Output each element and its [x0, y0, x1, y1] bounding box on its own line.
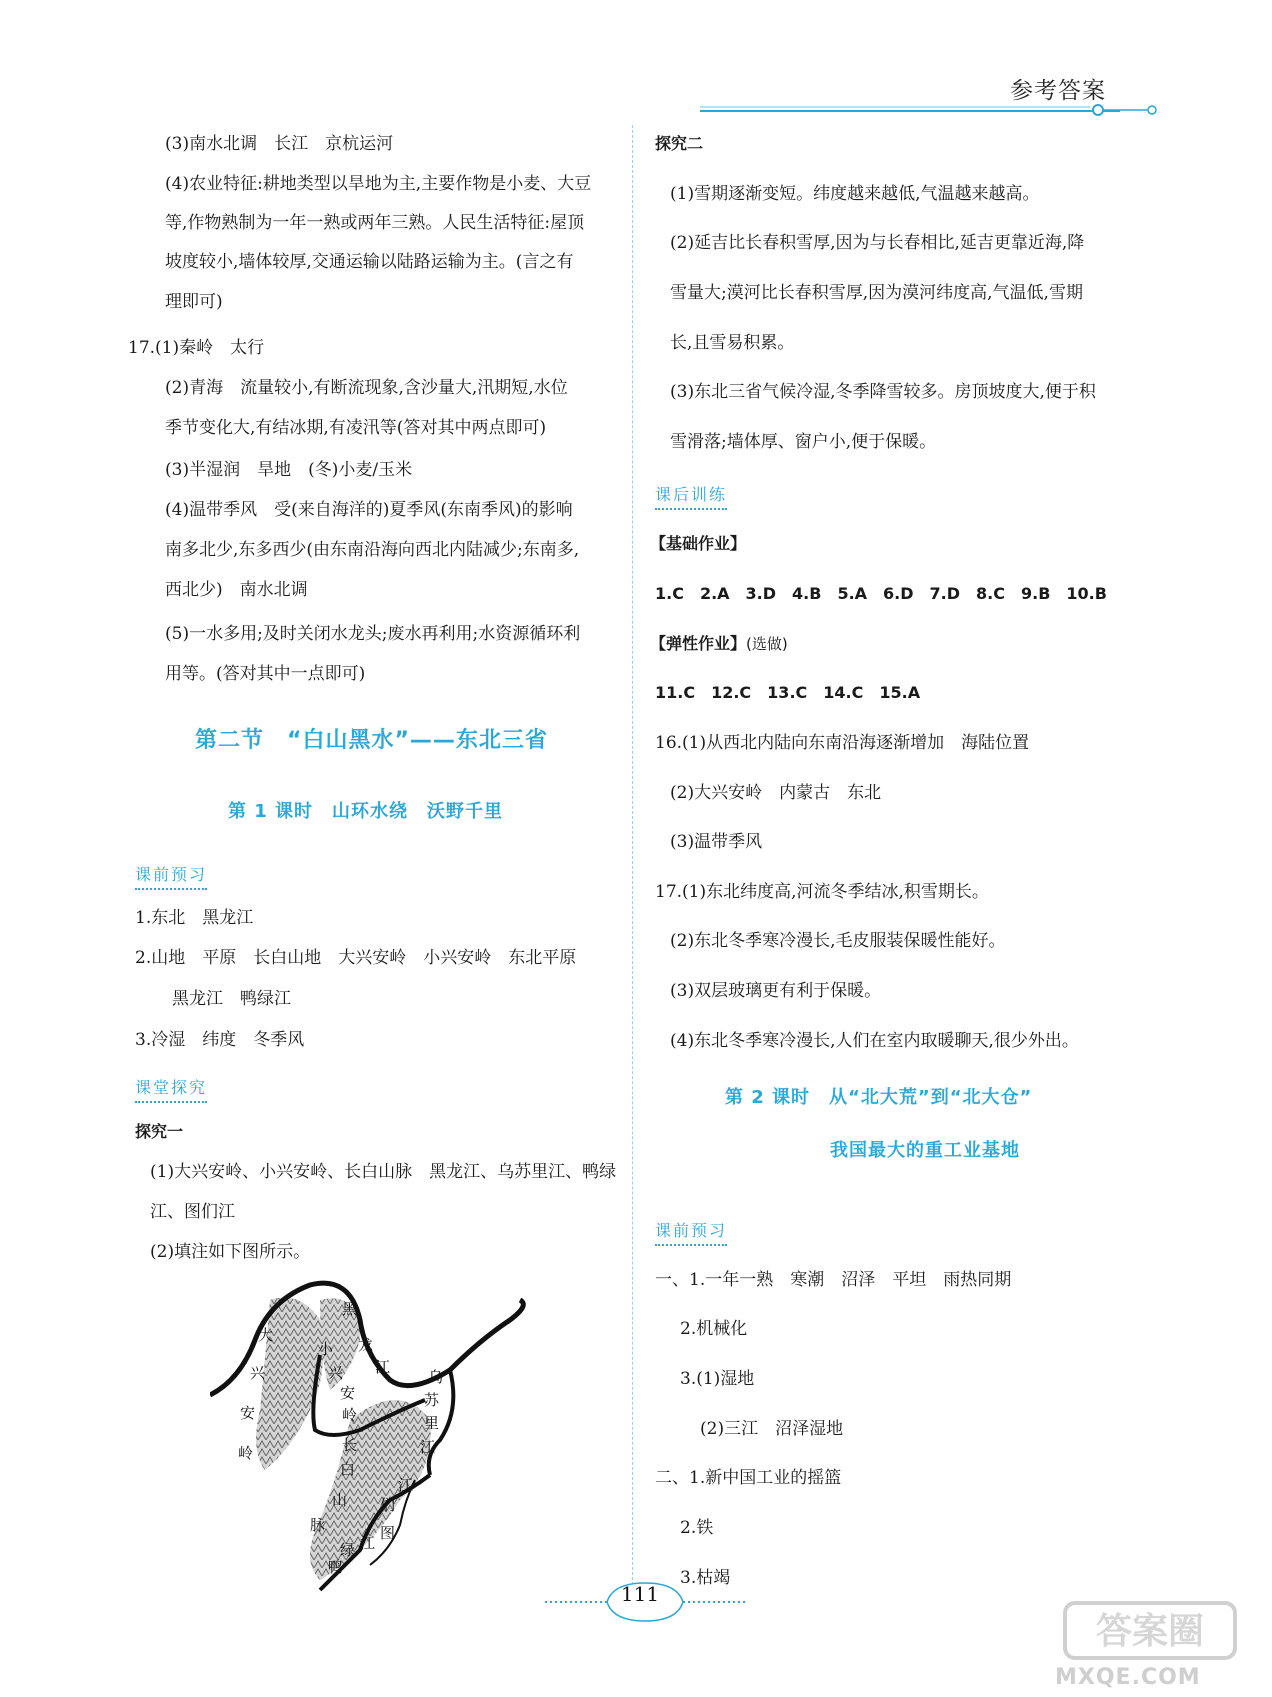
map-label: 白 [340, 1460, 356, 1478]
lesson2-subtitle: 我国最大的重工业基地 [830, 1140, 1020, 1161]
map-label: 龙 [358, 1336, 374, 1354]
explore1-line: (1)大兴安岭、小兴安岭、长白山脉 黑龙江、乌苏里江、鸭绿 [150, 1162, 617, 1182]
map-label: 长 [342, 1436, 358, 1454]
map-label: 里 [424, 1414, 440, 1432]
preview2-line: 二、1.新中国工业的摇篮 [655, 1468, 842, 1488]
section-title: 第二节 “白山黑水”——东北三省 [195, 728, 548, 753]
map-label: 脉 [310, 1516, 326, 1534]
map-label: 岭 [342, 1406, 358, 1424]
map-label: 兴 [328, 1364, 344, 1382]
map-label: 江 [360, 1534, 376, 1552]
elastic-title-text: 【弹性作业】 [650, 634, 747, 653]
explore2-line: 长,且雪易积累。 [670, 333, 795, 353]
preview-line: 2.山地 平原 长白山地 大兴安岭 小兴安岭 东北平原 [135, 948, 577, 968]
elastic-note: (选做) [746, 635, 788, 653]
preview-line: 3.冷湿 纬度 冬季风 [135, 1030, 305, 1050]
explore1-line: (2)填注如下图所示。 [150, 1242, 311, 1262]
preview2-line: 2.铁 [680, 1518, 714, 1538]
map-label: 岭 [238, 1444, 254, 1462]
explore2-line: (3)东北三省气候冷湿,冬季降雪较多。房顶坡度大,便于积 [670, 382, 1096, 402]
answer-line: (4)温带季风 受(来自海洋的)夏季风(东南季风)的影响 [165, 500, 573, 520]
da-xinganling-range [256, 1298, 323, 1471]
answer-line: 坡度较小,墙体较厚,交通运输以陆路运输为主。(言之有 [165, 252, 574, 272]
column-divider [632, 125, 633, 1585]
tag-after-class: 课后训练 [655, 482, 727, 507]
map-label: 大 [258, 1326, 274, 1344]
q16-line: (3)温带季风 [670, 832, 763, 852]
explore2-line: (2)延吉比长春积雪厚,因为与长春相比,延吉更靠近海,降 [670, 233, 1085, 253]
lesson2-title: 第 2 课时 从“北大荒”到“北大仓” [725, 1087, 1033, 1108]
basic-homework-title: 【基础作业】 [650, 534, 747, 553]
map-label: 苏 [424, 1391, 440, 1409]
answer-line: 理即可) [165, 292, 223, 312]
answer-line: (3)半湿润 旱地 (冬)小麦/玉米 [165, 460, 413, 480]
map-label: 山 [332, 1491, 348, 1509]
preview2-line: 一、1.一年一熟 寒潮 沼泽 平坦 雨热同期 [655, 1270, 1012, 1290]
map-label: 鸭 [328, 1558, 344, 1576]
q17-line: (3)双层玻璃更有利于保暖。 [670, 981, 882, 1001]
explore2-line: 雪量大;漠河比长春积雪厚,因为漠河纬度高,气温低,雪期 [670, 283, 1083, 303]
preview2-line: 2.机械化 [680, 1319, 748, 1339]
q16-line: (2)大兴安岭 内蒙古 东北 [670, 783, 882, 803]
preview-line: 1.东北 黑龙江 [135, 908, 254, 928]
header-decoration-line [700, 102, 1160, 116]
map-label: 江 [420, 1438, 436, 1456]
northeast-map [210, 1280, 580, 1600]
preview-line: 黑龙江 鸭绿江 [172, 989, 291, 1009]
answer-line: 等,作物熟制为一年一熟或两年三熟。人民生活特征:屋顶 [165, 213, 585, 233]
map-label: 小 [318, 1340, 334, 1358]
answer-line: (4)农业特征:耕地类型以旱地为主,主要作物是小麦、大豆 [165, 174, 592, 194]
preview2-line: 3.(1)湿地 [680, 1369, 755, 1389]
map-label: 乌 [428, 1368, 444, 1386]
map-label: 黑 [342, 1300, 358, 1318]
page-number: 111 [620, 1582, 660, 1606]
map-label: 们 [380, 1496, 396, 1514]
map-label: 安 [240, 1404, 256, 1422]
answer-line: 季节变化大,有结冰期,有凌汛等(答对其中两点即可) [165, 418, 547, 438]
tag-classroom: 课堂探究 [135, 1075, 207, 1100]
answer-line: 西北少) 南水北调 [165, 580, 308, 600]
map-label: 兴 [250, 1364, 266, 1382]
watermark-text: MXQE.COM [1055, 1665, 1201, 1690]
answer-line: 南多北少,东多西少(由东南沿海向西北内陆减少;东南多, [165, 540, 580, 560]
map-label: 江 [375, 1358, 391, 1376]
explore1-title: 探究一 [135, 1122, 184, 1141]
map-label: 江 [398, 1476, 414, 1494]
elastic-answers: 11.C 12.C 13.C 14.C 15.A [655, 683, 921, 702]
answer-line: (2)青海 流量较小,有断流现象,含沙量大,汛期短,水位 [165, 378, 568, 398]
answer-line: (5)一水多用;及时关闭水龙头;废水再利用;水资源循环利 [165, 624, 581, 644]
map-label: 图 [380, 1524, 396, 1542]
explore2-line: 雪滑落;墙体厚、窗户小,便于保暖。 [670, 432, 937, 452]
basic-answers: 1.C 2.A 3.D 4.B 5.A 6.D 7.D 8.C 9.B 10.B [655, 584, 1107, 603]
elastic-homework-title [650, 632, 788, 656]
explore2-line: (1)雪期逐渐变短。纬度越来越低,气温越来越高。 [670, 184, 1040, 204]
q16-line: 16.(1)从西北内陆向东南沿海逐渐增加 海陆位置 [655, 733, 1030, 753]
explore2-title: 探究二 [655, 134, 704, 153]
q17-line: (2)东北冬季寒冷漫长,毛皮服装保暖性能好。 [670, 931, 1006, 951]
tag-preview-2: 课前预习 [655, 1218, 727, 1243]
q17-line: (4)东北冬季寒冷漫长,人们在室内取暖聊天,很少外出。 [670, 1031, 1079, 1051]
q17-line: 17.(1)东北纬度高,河流冬季结冰,积雪期长。 [655, 882, 989, 902]
preview2-line: 3.枯竭 [680, 1568, 731, 1588]
header-title: 参考答案 [1010, 78, 1106, 104]
answer-line: 用等。(答对其中一点即可) [165, 664, 366, 684]
map-label: 安 [340, 1384, 356, 1402]
watermark-logo [1045, 1595, 1265, 1690]
explore1-line: 江、图们江 [150, 1202, 235, 1222]
svg-text:答案圈: 答案圈 [1095, 1611, 1205, 1652]
answer-line: 17.(1)秦岭 太行 [128, 338, 265, 358]
map-label: 绿 [340, 1541, 356, 1559]
lesson-title: 第 1 课时 山环水绕 沃野千里 [228, 801, 504, 822]
tag-preview: 课前预习 [135, 862, 207, 887]
preview2-line: (2)三江 沼泽湿地 [700, 1419, 844, 1439]
answer-line: (3)南水北调 长江 京杭运河 [165, 134, 394, 154]
